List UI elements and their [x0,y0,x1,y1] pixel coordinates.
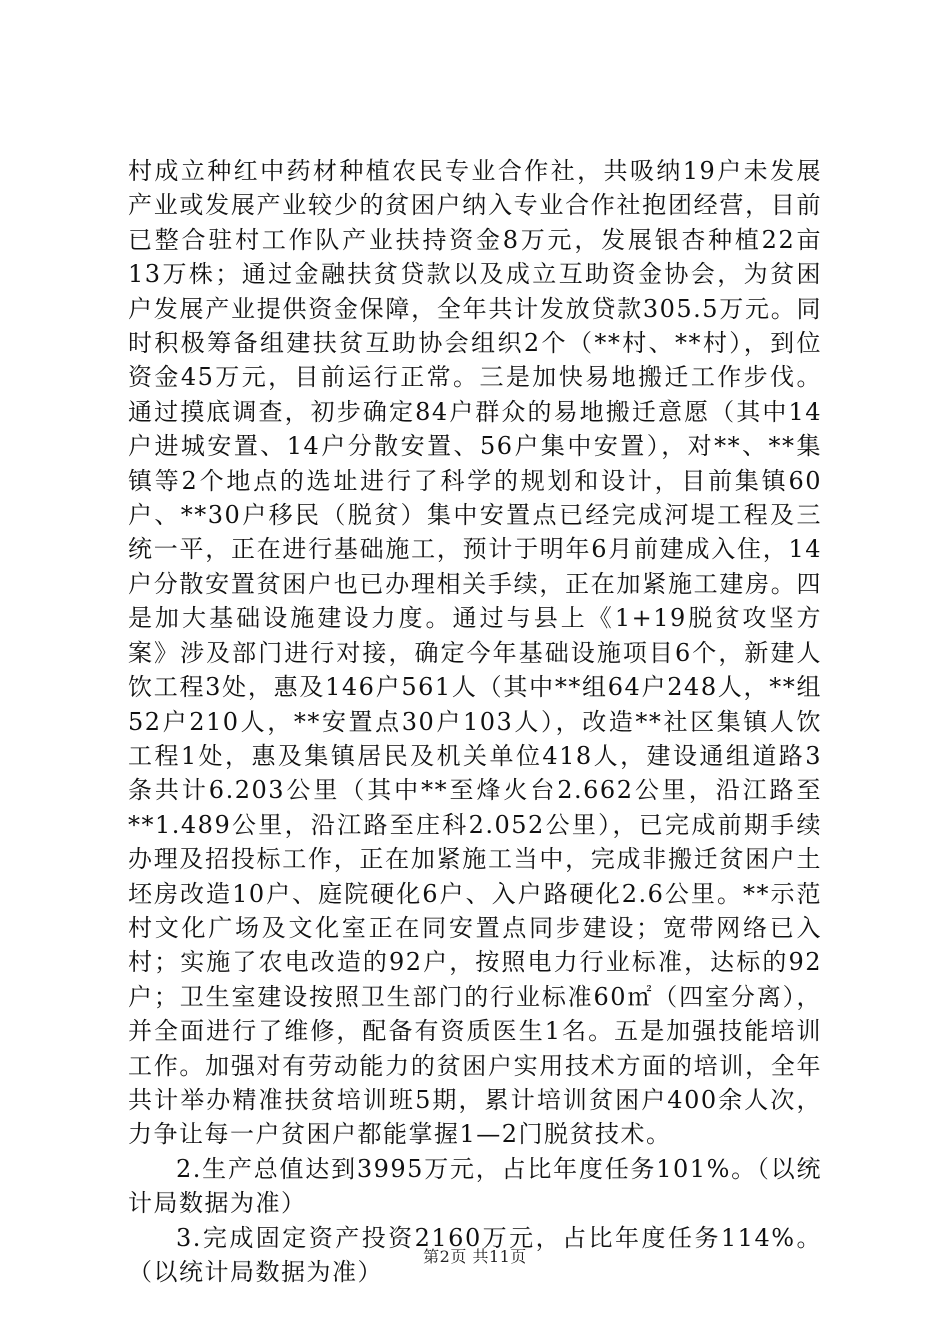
paragraph-gdp: 2.生产总值达到3995万元，占比年度任务101%。（以统计局数据为准） [128,1154,822,1218]
page-number-footer: 第2页 共11页 [423,1247,527,1266]
paragraph-poverty-alleviation: 村成立种红中药材种植农民专业合作社，共吸纳19户未发展产业或发展产业较少的贫困户纳入专业合作社抱团经营，目前已整合驻村工作队产业扶持资金8万元，发展银杏种植22亩13万株；通过金融扶贫贷款以及成立互助资金协会，为贫困户发展产业提供资金保障，全年共计发放贷款305.5万元。同时积极筹备组建扶贫互助协会组织2个（**村、**村），到位资金45万元，目前运行正常。三是加快易地搬迁工作步伐。通过摸底调查，初步确定84户群众的易地搬迁意愿（其中14户进城安置、14户分散安置、56户集中安置），对**、**集镇等2个地点的选址进行了科学的规划和设计，目前集镇60户、**30户移民（脱贫）集中安置点已经完成河堤工程及三统一平，正在进行基础施工，预计于明年6月前建成入住，14户分散安置贫困户也已办理相关手续，正在加紧施工建房。四是加大基础设施建设力度。通过与县上《1+19脱贫攻坚方案》涉及部门进行对接，确定今年基础设施项目6个，新建人饮工程3处，惠及146户561人（其中**组64户248人，**组52户210人，**安置点30户103人），改造**社区集镇人饮工程1处，惠及集镇居民及机关单位418人，建设通组道路3条共计6.203公里（其中**至烽火台2.662公里，沿江路至**1.489公里，沿江路至庄科2.052公里），已完成前期手续办理及招投标工作，正在加紧施工当中，完成非搬迁贫困户土坯房改造10户、庭院硬化6户、入户路硬化2.6公里。**示范村文化广场及文化室正在同安置点同步建设；宽带网络已入村；实施了农电改造的92户，按照电力行业标准，达标的92户；卫生室建设按照卫生部门的行业标准60㎡（四室分离），并全面进行了维修，配备有资质医生1名。五是加强技能培训工作。加强对有劳动能力的贫困户实用技术方面的培训，全年共计举办精准扶贫培训班5期，累计培训贫困户400余人次，力争让每一户贫困户都能掌握1—2门脱贫技术。 [128,157,822,1149]
document-body [128,154,822,1289]
paragraph-fixed-asset-investment: 3.完成固定资产投资2160万元，占比年度任务114%。（以统计局数据为准） [128,1223,822,1286]
